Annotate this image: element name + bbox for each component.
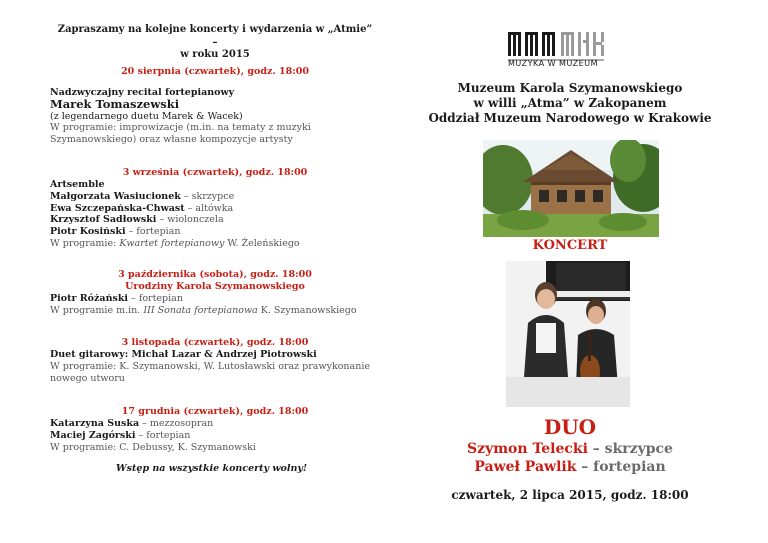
event-3-subtitle: Urodziny Karola Szymanowskiego: [125, 281, 305, 292]
event-5-member: Maciej Zagórski – fortepian: [50, 429, 191, 441]
museum-line-3: Oddział Muzeum Narodowego w Krakowie: [428, 111, 712, 125]
event-5-member: Katarzyna Suska – mezzosopran: [50, 418, 214, 429]
event-3-body: [50, 293, 380, 317]
performer-violin: [405, 441, 735, 457]
event-5-program: W programie: C. Debussy, K. Szymanowski: [50, 441, 256, 453]
duo-label: DUO: [543, 415, 597, 439]
event-2-member: Piotr Kosiński – fortepian: [50, 226, 181, 238]
intro-line-1: Zapraszamy na kolejne koncerty i wydarzenia w „Atmie” –: [57, 24, 373, 48]
event-2-member: Małgorzata Wasiucionek – skrzypce: [50, 190, 235, 202]
concert-date: czwartek, 2 lipca 2015, godz. 18:00: [451, 488, 689, 502]
villa-atma-photo: [483, 140, 659, 237]
event-2-ensemble: Artsemble: [50, 179, 105, 190]
museum-line-1: Muzeum Karola Szymanowskiego: [457, 81, 683, 95]
event-4-body: [50, 349, 380, 384]
museum-line-2: w willi „Atma” w Zakopanem: [473, 96, 667, 110]
duo-photo: [506, 261, 630, 407]
free-entry-note: Wstęp na wszystkie koncerty wolny!: [116, 463, 308, 474]
performer-piano: [405, 459, 735, 475]
event-3-date: 3 października (sobota), godz. 18:00: [118, 269, 312, 280]
event-1-program: W programie: improwizacje (m.in. na tematy z muzyki Szymanowskiego) oraz własne kompozycje artysty: [50, 122, 311, 146]
logo-text: MUZYKA W MUZEUM: [508, 59, 598, 68]
event-1-body: [50, 87, 380, 146]
event-3-program: W programie m.in. III Sonata fortepianowa K. Szymanowskiego: [50, 304, 357, 316]
event-5-body: [50, 418, 380, 453]
intro-heading: [55, 24, 375, 62]
event-4-date: 3 listopada (czwartek), godz. 18:00: [121, 337, 309, 348]
event-2-program: W programie: Kwartet fortepianowy W. Żeleńskiego: [50, 237, 300, 249]
event-3-performer-line: Piotr Różański – fortepian: [50, 293, 183, 304]
event-2-member: Krzysztof Sadłowski – wiolonczela: [50, 214, 224, 226]
intro-line-2: w roku 2015: [180, 49, 250, 60]
performer-role: – fortepian: [576, 459, 666, 475]
event-1-title: Nadzwyczajny recital fortepianowy: [50, 87, 235, 98]
event-4-program: W programie: K. Szymanowski, W. Lutosławski oraz prawykonanie nowego utworu: [50, 360, 370, 384]
event-2-member: Ewa Szczepańska-Chwast – altówka: [50, 202, 234, 214]
performer-name: Szymon Telecki: [467, 441, 588, 457]
koncert-label: KONCERT: [532, 238, 608, 253]
performer-name: Paweł Pawlik: [474, 459, 577, 475]
museum-name: [405, 81, 735, 126]
event-2-body: [50, 179, 380, 250]
event-1-performer: Marek Tomaszewski: [50, 96, 180, 111]
performer-role: – skrzypce: [587, 441, 673, 457]
event-5-date: 17 grudnia (czwartek), godz. 18:00: [121, 406, 309, 417]
event-4-title: Duet gitarowy: Michał Lazar & Andrzej Piotrowski: [50, 349, 317, 360]
event-1-date: 20 sierpnia (czwartek), godz. 18:00: [121, 66, 309, 77]
event-1-note: (z legendarnego duetu Marek & Wacek): [50, 110, 243, 122]
muzyka-w-muzeum-logo: [508, 32, 628, 72]
event-2-date: 3 września (czwartek), godz. 18:00: [122, 167, 308, 178]
